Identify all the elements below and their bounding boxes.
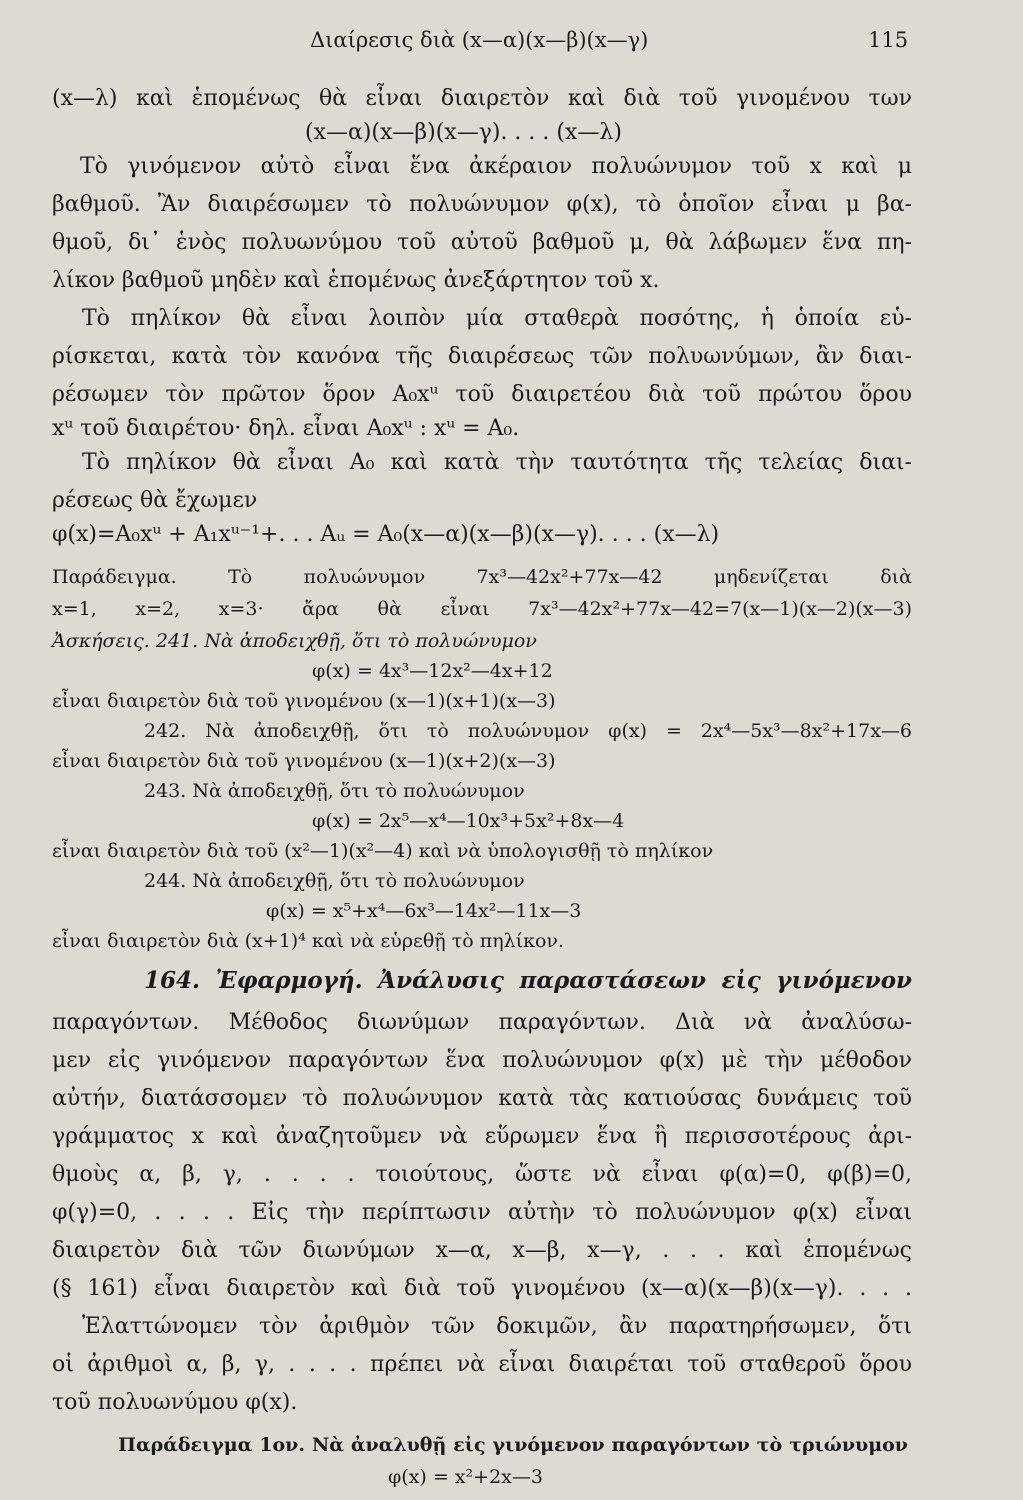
formula-line: φ(x) = x²+2x—3: [388, 1466, 543, 1488]
text-line: θμοὺς α, β, γ, . . . . τοιούτους, ὥστε νὰ εἶναι φ(α)=0, φ(β)=0,: [52, 1162, 912, 1187]
example-heading: Παράδειγμα 1ον. Νὰ ἀναλυθῇ εἰς γινόμενον παραγόντων τὸ τριώνυμον: [118, 1434, 908, 1456]
text-line: Τὸ πηλίκον θὰ εἶναι A₀ καὶ κατὰ τὴν ταυτότητα τῆς τελείας διαι-: [82, 450, 912, 475]
text-line: οἱ ἀριθμοὶ α, β, γ, . . . . πρέπει νὰ εἶναι διαιρέται τοῦ σταθεροῦ ὅρου: [52, 1352, 912, 1377]
formula-line: φ(x) = 2x⁵—x⁴—10x³+5x²+8x—4: [312, 810, 625, 832]
text-line: βαθμοῦ. Ἂν διαιρέσωμεν τὸ πολυώνυμον φ(x), τὸ ὁποῖον εἶναι μ βα-: [52, 192, 912, 217]
text-line: ρέσεως θὰ ἔχωμεν: [52, 488, 258, 513]
text-line: ρίσκεται, κατὰ τὸν κανόνα τῆς διαιρέσεως τῶν πολυωνύμων, ἂν διαι-: [52, 344, 912, 369]
section-line: παραγόντων. Μέθοδος διωνύμων παραγόντων. Διὰ νὰ ἀναλύσω-: [52, 1010, 912, 1035]
exercise-line: εἶναι διαιρετὸν διὰ τοῦ γινομένου (x—1)(x+1)(x—3): [52, 690, 556, 712]
text-line: διαιρετὸν διὰ τῶν διωνύμων x—α, x—β, x—γ, . . . καὶ ἑπομένως: [52, 1238, 912, 1263]
exercise-line: Ἀσκήσεις. 241. Νὰ ἀποδειχθῇ, ὅτι τὸ πολυώνυμον: [52, 630, 537, 652]
text-line: λίκον βαθμοῦ μηδὲν καὶ ἑπομένως ἀνεξάρτητον τοῦ x.: [52, 268, 660, 293]
text-line: xᵘ τοῦ διαιρέτου· δηλ. εἶναι A₀xᵘ : xᵘ = A₀.: [52, 416, 520, 441]
text-line: αὐτήν, διατάσσομεν τὸ πολυώνυμον κατὰ τὰς κατιούσας δυνάμεις τοῦ: [52, 1086, 912, 1111]
formula-line: φ(x)=A₀xᵘ + A₁xᵘ⁻¹+. . . Aᵤ = A₀(x—α)(x—β)(x—γ). . . . (x—λ): [52, 522, 720, 547]
text-line: Ἐλαττώνομεν τὸν ἀριθμὸν τῶν δοκιμῶν, ἂν παρατηρήσωμεν, ὅτι: [82, 1314, 912, 1339]
exercise-line: 242. Νὰ ἀποδειχθῇ, ὅτι τὸ πολυώνυμον φ(x) = 2x⁴—5x³—8x²+17x—6: [144, 720, 912, 742]
formula-line: (x—α)(x—β)(x—γ). . . . (x—λ): [305, 120, 622, 145]
text-line: (§ 161) εἶναι διαιρετὸν καὶ διὰ τοῦ γινομένου (x—α)(x—β)(x—γ). . . .: [52, 1276, 912, 1301]
running-header: Διαίρεσις διὰ (x—α)(x—β)(x—γ): [310, 28, 649, 52]
text-line: ρέσωμεν τὸν πρῶτον ὅρον A₀xᵘ τοῦ διαιρετέου διὰ τοῦ πρώτου ὅρου: [52, 382, 912, 407]
exercise-line: εἶναι διαιρετὸν διὰ τοῦ (x²—1)(x²—4) καὶ νὰ ὑπολογισθῇ τὸ πηλίκον: [52, 840, 714, 862]
text-line: γράμματος x καὶ ἀναζητοῦμεν νὰ εὕρωμεν ἕνα ἢ περισσοτέρους ἀρι-: [52, 1124, 912, 1149]
exercise-line: 244. Νὰ ἀποδειχθῇ, ὅτι τὸ πολυώνυμον: [144, 870, 525, 892]
page-number: 115: [868, 28, 909, 52]
example-line: Παράδειγμα. Τὸ πολυώνυμον 7x³—42x²+77x—42 μηδενίζεται διὰ: [52, 566, 912, 588]
text-line: Τὸ γινόμενον αὐτὸ εἶναι ἕνα ἀκέραιον πολυώνυμον τοῦ x καὶ μ: [80, 154, 912, 179]
text-line: μεν εἰς γινόμενον παραγόντων ἕνα πολυώνυμον φ(x) μὲ τὴν μέθοδον: [52, 1048, 912, 1073]
text-line: φ(γ)=0, . . . . Εἰς τὴν περίπτωσιν αὐτὴν τὸ πολυώνυμον φ(x) εἶναι: [52, 1200, 912, 1225]
section-heading: 164. Ἐφαρμογή. Ἀνάλυσις παραστάσεων εἰς γινόμενον: [144, 967, 912, 994]
example-line: x=1, x=2, x=3· ἄρα θὰ εἶναι 7x³—42x²+77x—42=7(x—1)(x—2)(x—3): [52, 598, 912, 620]
text-line: θμοῦ, δι᾽ ἑνὸς πολυωνύμου τοῦ αὐτοῦ βαθμοῦ μ, θὰ λάβωμεν ἕνα πη-: [52, 230, 912, 255]
formula-line: φ(x) = 4x³—12x²—4x+12: [312, 660, 553, 682]
exercise-line: εἶναι διαιρετὸν διὰ (x+1)⁴ καὶ νὰ εὑρεθῇ τὸ πηλίκον.: [52, 930, 564, 952]
formula-line: φ(x) = x⁵+x⁴—6x³—14x²—11x—3: [266, 900, 582, 922]
text-line: (x—λ) καὶ ἑπομένως θὰ εἶναι διαιρετὸν καὶ διὰ τοῦ γινομένου των: [52, 86, 912, 111]
exercise-line: εἶναι διαιρετὸν διὰ τοῦ γινομένου (x—1)(x+2)(x—3): [52, 750, 556, 772]
exercise-line: 243. Νὰ ἀποδειχθῇ, ὅτι τὸ πολυώνυμον: [144, 780, 525, 802]
text-line: τοῦ πολυωνύμου φ(x).: [52, 1390, 298, 1415]
text-line: Τὸ πηλίκον θὰ εἶναι λοιπὸν μία σταθερὰ ποσότης, ἡ ὁποία εὑ-: [82, 306, 912, 331]
